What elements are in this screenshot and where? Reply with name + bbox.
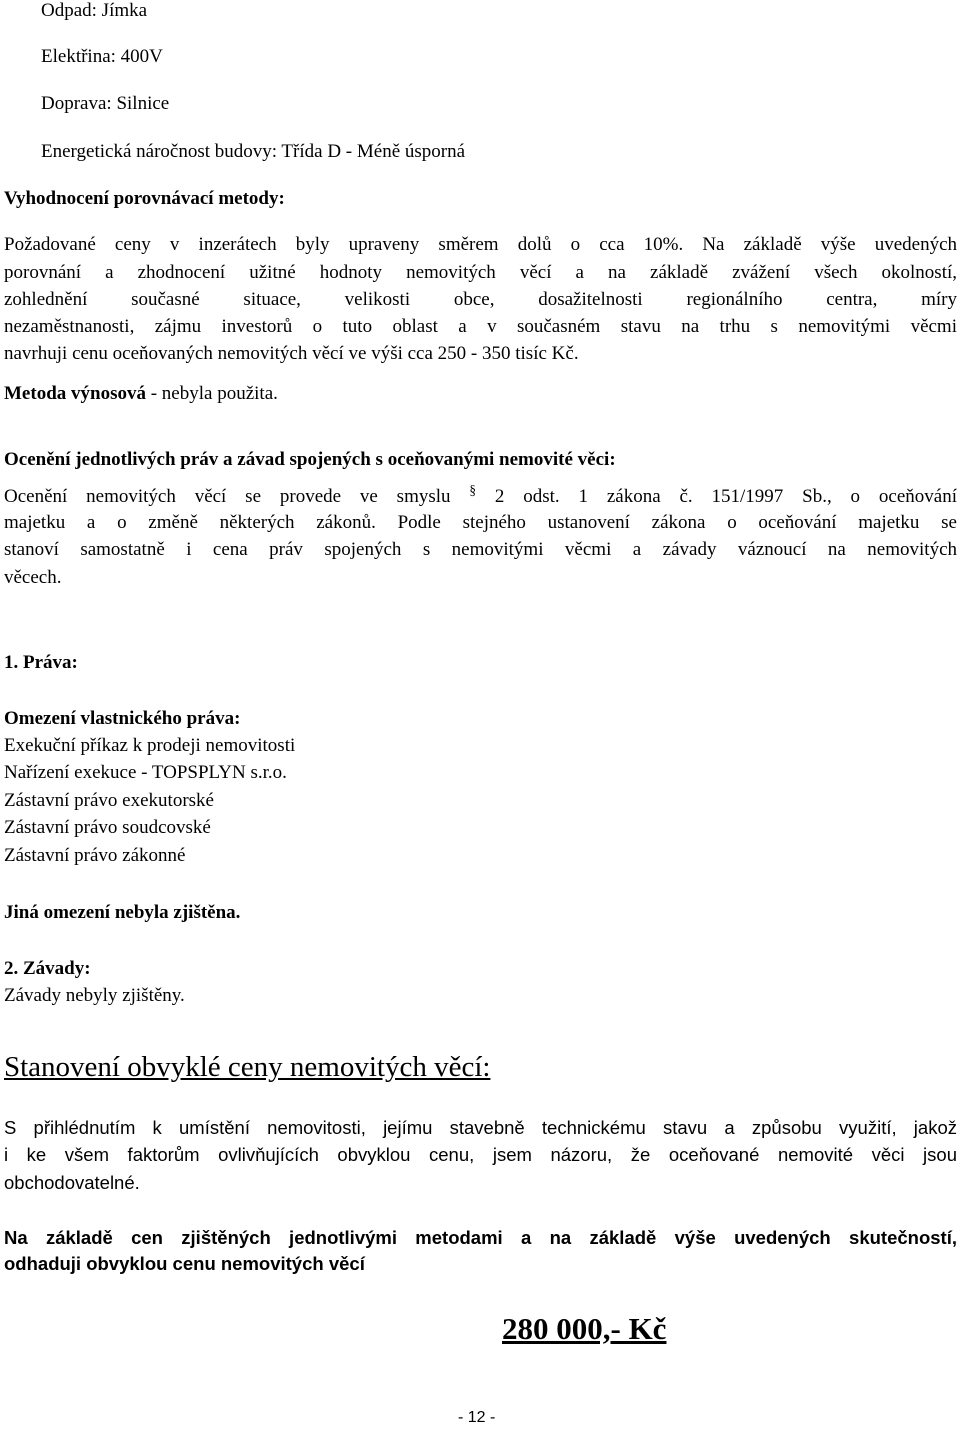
list-item: Zástavní právo zákonné (4, 845, 186, 866)
comparison-heading: Vyhodnocení porovnávací metody: (4, 188, 285, 209)
list-item: Exekuční příkaz k prodeji nemovitosti (4, 735, 296, 756)
rights-line: stanoví samostatně i cena práv spojených s nemovitými věcmi a závady váznoucí na nemovitých (4, 539, 957, 560)
section1-heading: 1. Práva: (4, 652, 78, 673)
rights-line: věcech. (4, 567, 62, 588)
info-elektrina: Elektřina: 400V (41, 46, 163, 67)
rights-line1-text: Ocenění nemovitých věcí se provede ve smyslu (4, 486, 470, 507)
price-bold-line: odhaduji obvyklou cenu nemovitých věcí (4, 1253, 365, 1274)
list-item: Nařízení exekuce - TOPSPLYN s.r.o. (4, 762, 287, 783)
list-item: Zástavní právo exekutorské (4, 790, 214, 811)
info-odpad: Odpad: Jímka (41, 0, 148, 21)
price-section-title: Stanovení obvyklé ceny nemovitých věcí: (4, 1051, 491, 1083)
page-number: - 12 - (458, 1409, 496, 1426)
rights-line (4, 511, 957, 535)
section2-text: Závady nebyly zjištěny. (4, 985, 185, 1006)
info-energeticka-narocnost: Energetická náročnost budovy: Třída D - Méně úsporná (41, 141, 466, 162)
price-para-line: i ke všem faktorům ovlivňujících obvyklou cenu, jsem názoru, že oceňované nemovité věci jsou (4, 1144, 957, 1165)
comparison-line: navrhuji cenu oceňovaných nemovitých věcí ve výši cca 250 - 350 tisíc Kč. (4, 343, 579, 364)
ownership-limits-heading: Omezení vlastnického práva: (4, 708, 241, 729)
paragraph-sign: § (469, 482, 477, 498)
income-method-label: Metoda výnosová (4, 383, 146, 404)
comparison-line: zohlednění současné situace, velikosti obce, dosažitelnosti regionálního centra, míry (4, 289, 957, 310)
price-para-line: S přihlédnutím k umístění nemovitosti, jejímu stavebně technickému stavu a způsobu využití, jakož (4, 1117, 957, 1138)
price-para-line: obchodovatelné. (4, 1172, 140, 1193)
comparison-line: Požadované ceny v inzerátech byly upraveny směrem dolů o cca 10%. Na základě výše uvedených (4, 234, 957, 255)
comparison-line: porovnání a zhodnocení užitné hodnoty nemovitých věcí a na základě zvážení všech okolností, (4, 262, 957, 283)
list-item: Zástavní právo soudcovské (4, 817, 211, 838)
rights-line1-law: 2 odst. 1 zákona č. 151/1997 Sb., o oceňování (476, 486, 957, 507)
comparison-line: nezaměstnanosti, zájmu investorů o tuto oblast a v současném stavu na trhu s nemovitými věcmi (4, 316, 957, 337)
no-other-limits: Jiná omezení nebyla zjištěna. (4, 902, 241, 923)
info-doprava: Doprava: Silnice (41, 93, 170, 114)
section2-heading: 2. Závady: (4, 958, 91, 979)
rights-line2-law-title: majetku a o změně některých zákonů. (4, 512, 376, 533)
rights-line2-text: Podle stejného ustanovení zákona o oceňování majetku se (375, 512, 957, 533)
rights-line (4, 482, 957, 509)
estimated-price: 280 000,- Kč (502, 1311, 667, 1346)
price-bold-line: Na základě cen zjištěných jednotlivými metodami a na základě výše uvedených skutečností, (4, 1227, 957, 1248)
rights-heading: Ocenění jednotlivých práv a závad spojených s oceňovanými nemovité věci: (4, 449, 616, 470)
income-method (4, 382, 278, 406)
income-method-status: - nebyla použita. (145, 383, 278, 404)
